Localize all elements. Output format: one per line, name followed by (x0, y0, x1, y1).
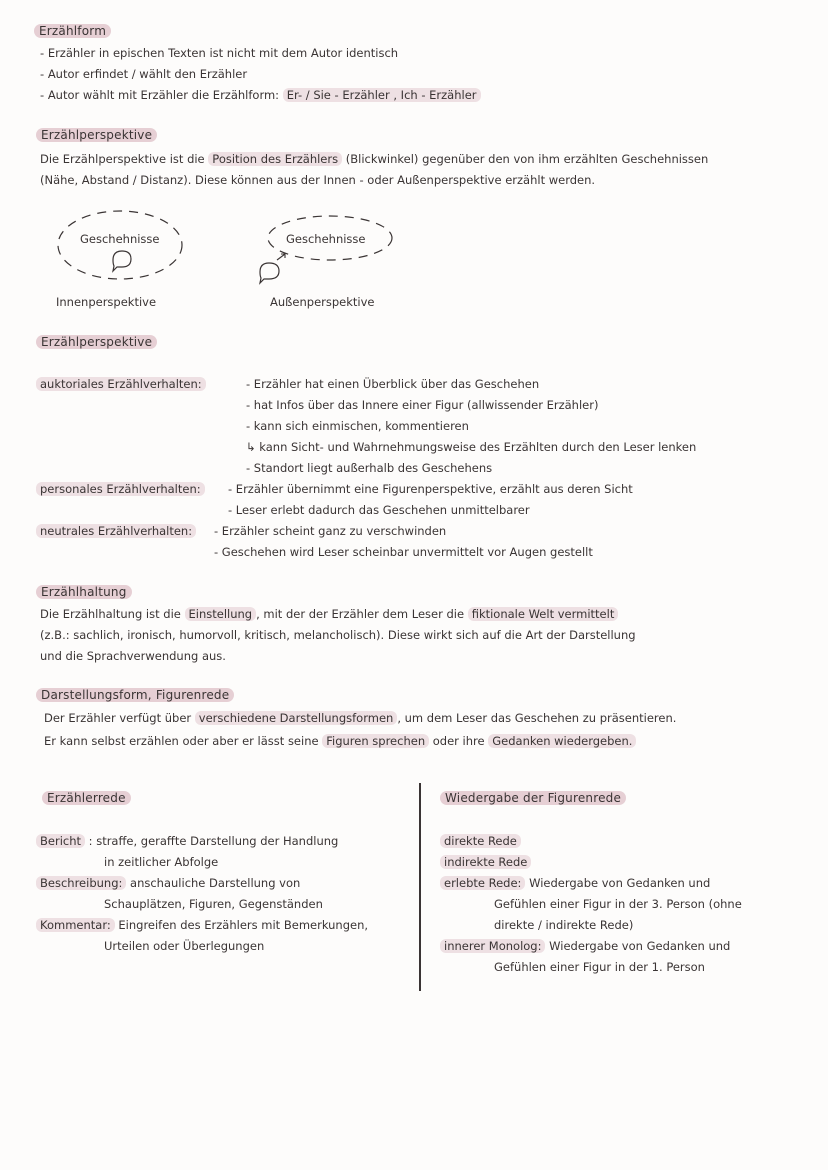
list-item: - Erzähler hat einen Überblick über das Geschehen (246, 377, 540, 391)
diagram-label: Geschehnisse (80, 232, 160, 246)
erlebte-rede-row: Gefühlen einer Figur in der 3. Person (ohne (494, 897, 742, 911)
paragraph-line: und die Sprachverwendung aus. (40, 649, 226, 663)
section-title-verhalten: Erzählperspektive (36, 335, 157, 349)
section-title-erzaehlerrede: Erzählerrede (42, 791, 131, 805)
personal-label: personales Erzählverhalten: (36, 482, 205, 496)
paragraph-line: Er kann selbst erzählen oder aber er lässt seine Figuren sprechen oder ihre Gedanken wiedergeben. (44, 734, 636, 748)
paragraph-line: (z.B.: sachlich, ironisch, humorvoll, kritisch, melancholisch). Diese wirkt sich auf die Art der Darstellung (40, 628, 636, 642)
paragraph-line: Die Erzählhaltung ist die Einstellung , mit der der Erzähler dem Leser die fiktionale Welt vermittelt (40, 607, 618, 621)
list-item: ↳ kann Sicht- und Wahrnehmungsweise des Erzählten durch den Leser lenken (246, 440, 697, 454)
erlebte-rede-row: erlebte Rede: Wiedergabe von Gedanken und (440, 876, 710, 890)
list-item: - Erzähler scheint ganz zu verschwinden (214, 524, 447, 538)
neutral-label: neutrales Erzählverhalten: (36, 524, 196, 538)
bericht-row: Bericht : straffe, geraffte Darstellung der Handlung (36, 834, 338, 848)
speech-bubble-icon (113, 251, 131, 271)
paragraph-line: Die Erzählperspektive ist die Position des Erzählers (Blickwinkel) gegenüber den von ihm erzählten Geschehnissen (40, 152, 709, 166)
kommentar-row: Urteilen oder Überlegungen (104, 939, 265, 953)
beschreibung-row: Schauplätzen, Figuren, Gegenständen (104, 897, 323, 911)
list-item: - Autor erfindet / wählt den Erzähler (40, 67, 248, 81)
list-item: - hat Infos über das Innere einer Figur (allwissender Erzähler) (246, 398, 599, 412)
indirekte-rede: indirekte Rede (440, 855, 531, 869)
bericht-row: in zeitlicher Abfolge (104, 855, 219, 869)
list-item: - Erzähler in epischen Texten ist nicht mit dem Autor identisch (40, 46, 399, 60)
list-item: - Geschehen wird Leser scheinbar unvermittelt vor Augen gestellt (214, 545, 593, 559)
auktorial-label: auktoriales Erzählverhalten: (36, 377, 206, 391)
section-title-perspektive: Erzählperspektive (36, 128, 157, 142)
section-title-erzaehlform: Erzählform (34, 24, 111, 38)
list-item: - kann sich einmischen, kommentieren (246, 419, 469, 433)
speech-bubble-icon (260, 263, 279, 283)
caption-innenperspektive: Innenperspektive (56, 295, 157, 309)
beschreibung-row: Beschreibung: anschauliche Darstellung von (36, 876, 300, 890)
aussenperspektive-diagram (255, 210, 395, 290)
list-item: - Autor wählt mit Erzähler die Erzählform: Er- / Sie - Erzähler , Ich - Erzähler (40, 88, 481, 102)
paragraph-line: Der Erzähler verfügt über verschiedene Darstellungsformen , um dem Leser das Geschehen zu präsentieren. (44, 711, 677, 725)
kommentar-row: Kommentar: Eingreifen des Erzählers mit Bemerkungen, (36, 918, 368, 932)
list-item: - Standort liegt außerhalb des Geschehens (246, 461, 493, 475)
list-item: - Leser erlebt dadurch das Geschehen unmittelbarer (228, 503, 530, 517)
diagram-label: Geschehnisse (286, 232, 366, 246)
list-item: - Erzähler übernimmt eine Figurenperspektive, erzählt aus deren Sicht (228, 482, 633, 496)
monolog-row: innerer Monolog: Wiedergabe von Gedanken und (440, 939, 730, 953)
arrow-icon (277, 254, 285, 260)
direkte-rede: direkte Rede (440, 834, 521, 848)
caption-aussenperspektive: Außenperspektive (270, 295, 375, 309)
erzaehlform-forms: Er- / Sie - Erzähler , Ich - Erzähler (283, 88, 481, 102)
erlebte-rede-row: direkte / indirekte Rede) (494, 918, 634, 932)
arrow-icon: ↳ (246, 440, 256, 454)
monolog-row: Gefühlen einer Figur in der 1. Person (494, 960, 705, 974)
paragraph-line: (Nähe, Abstand / Distanz). Diese können aus der Innen - oder Außenperspektive erzählt werden. (40, 173, 596, 187)
section-title-haltung: Erzählhaltung (36, 585, 132, 599)
section-title-darstellung: Darstellungsform, Figurenrede (36, 688, 234, 702)
section-title-figurenrede: Wiedergabe der Figurenrede (440, 791, 626, 805)
column-divider (419, 783, 421, 991)
